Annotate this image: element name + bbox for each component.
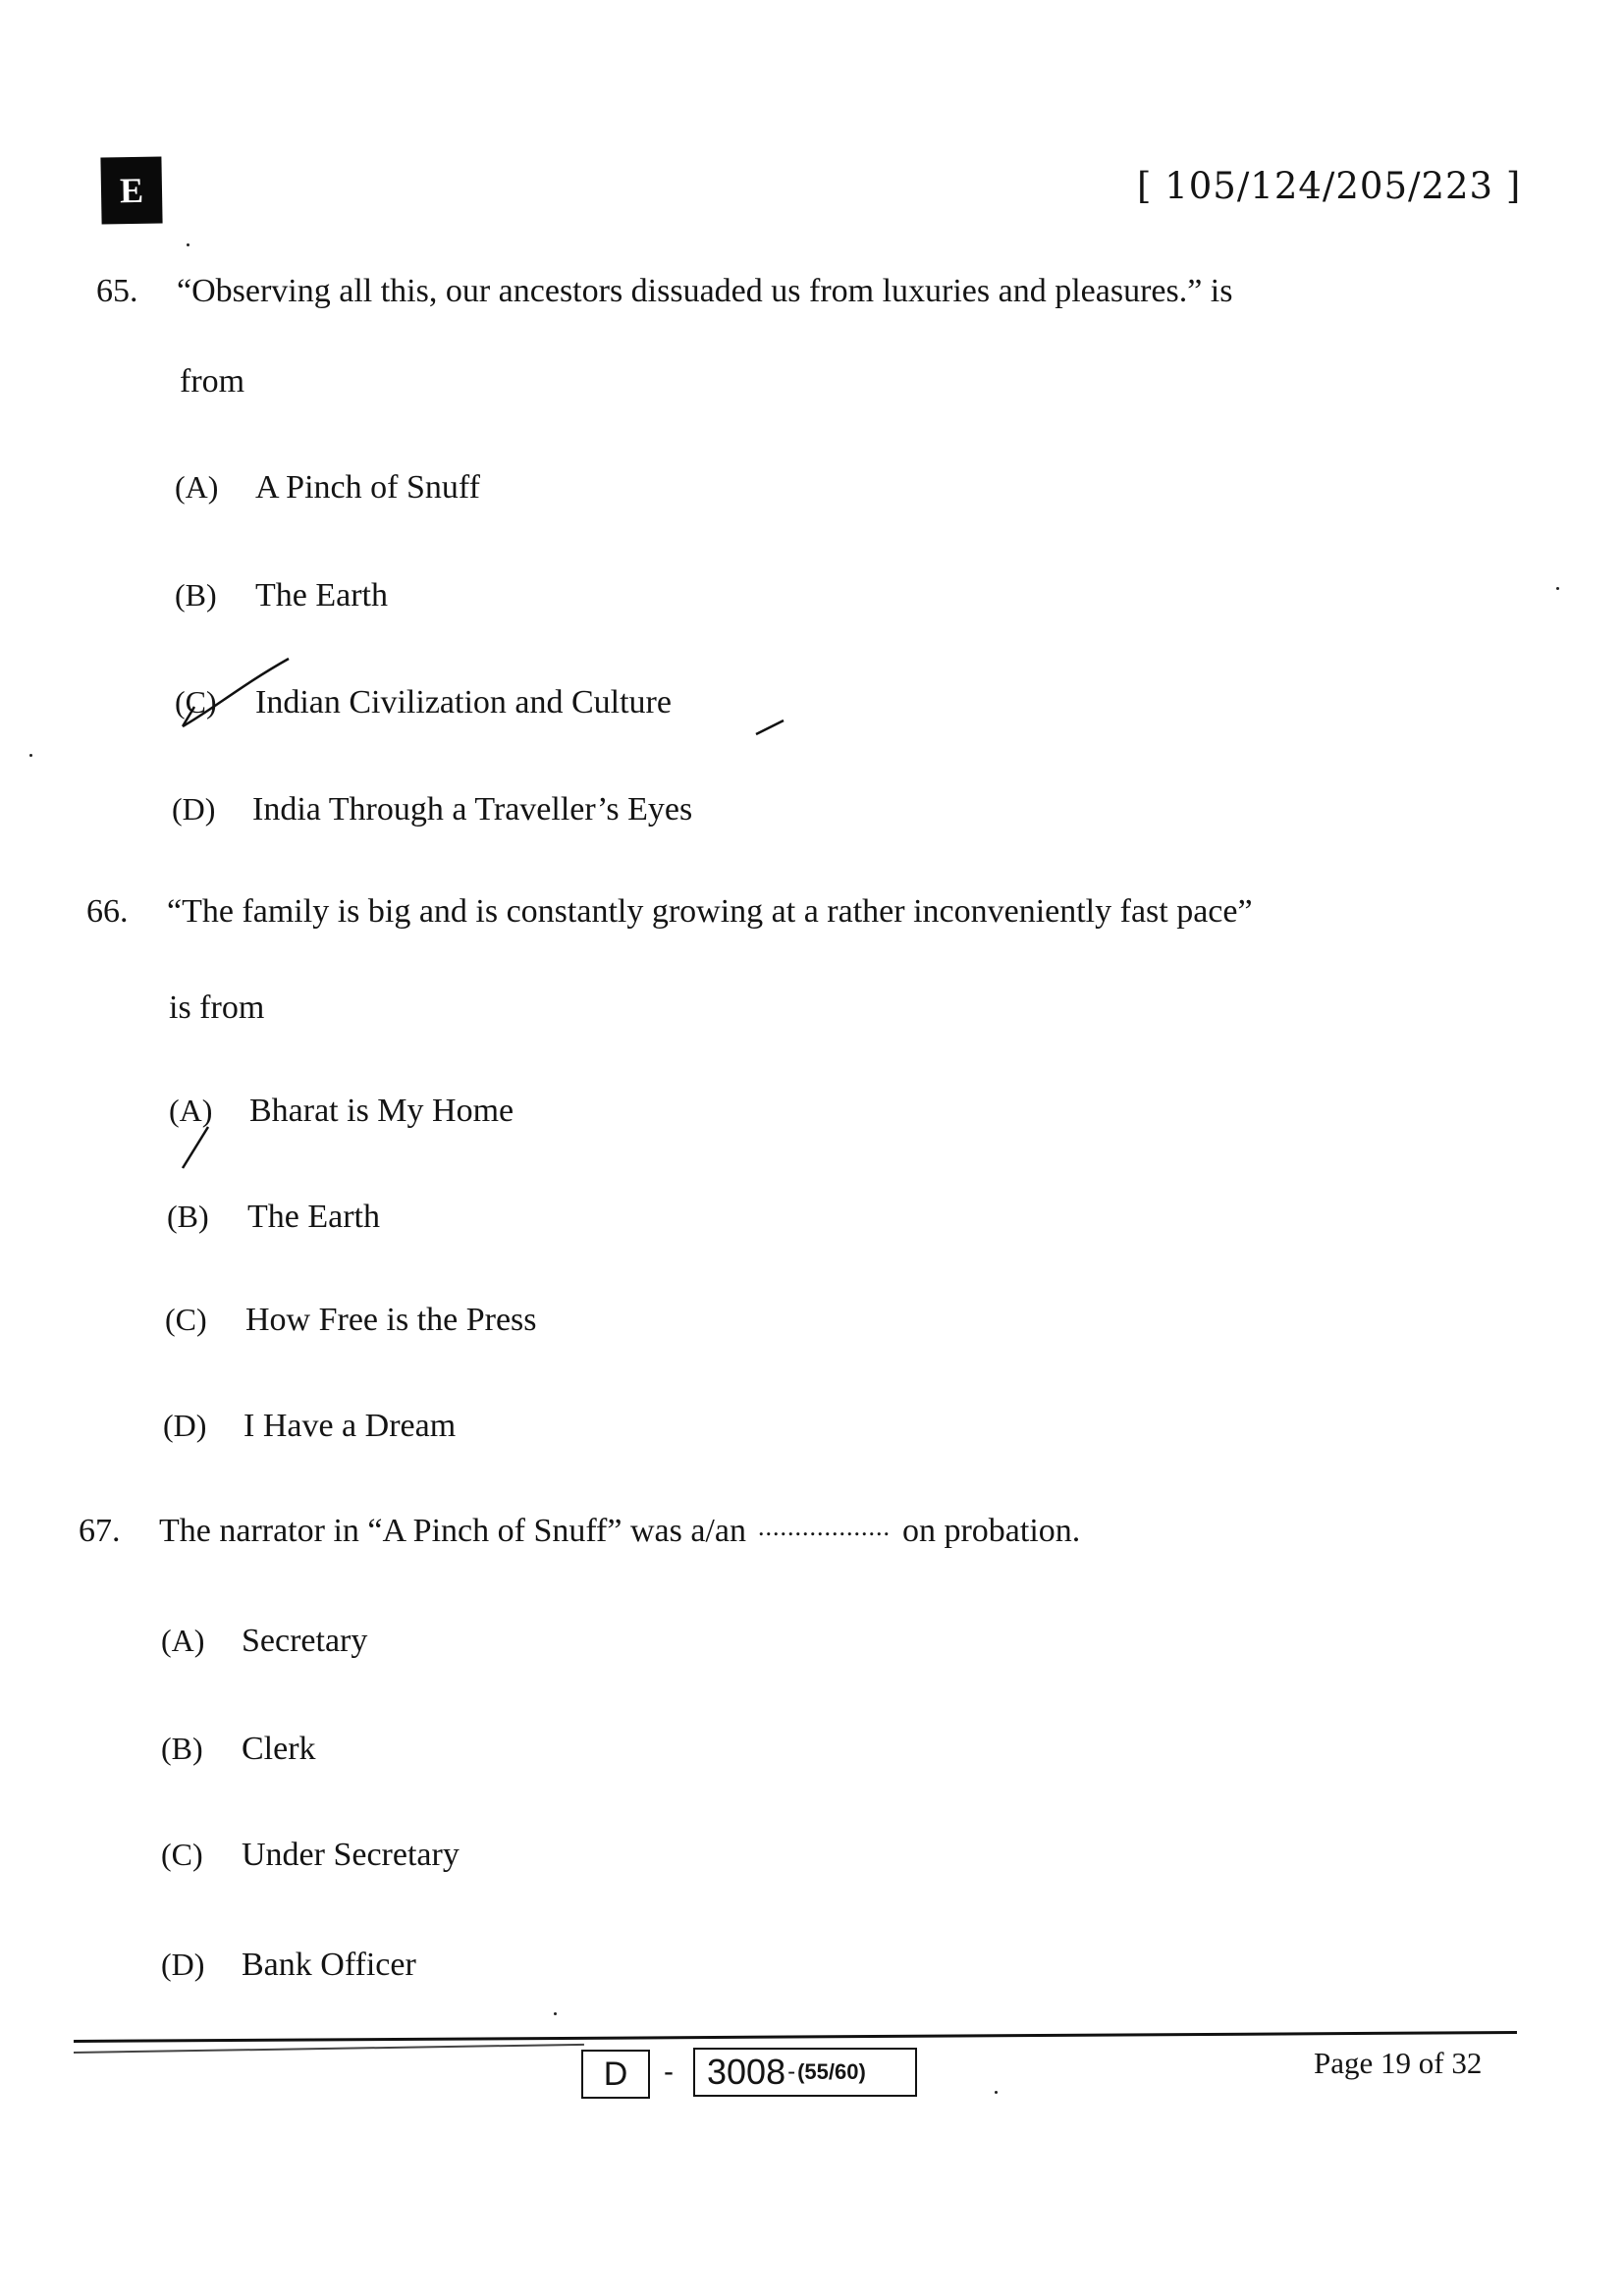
option-letter: (A) — [169, 1093, 213, 1128]
scan-speck — [554, 2012, 557, 2015]
option-65-d[interactable] — [172, 791, 692, 828]
option-text: Secretary — [242, 1623, 368, 1659]
tick-mark-icon — [173, 656, 300, 734]
option-letter: (D) — [161, 1947, 205, 1982]
option-67-b[interactable] — [161, 1731, 316, 1768]
question-text: The narrator in “A Pinch of Snuff” was a/an — [159, 1513, 746, 1549]
question-set-badge: E — [100, 156, 162, 224]
option-letter: (A) — [161, 1623, 205, 1658]
option-letter: (B) — [167, 1199, 209, 1234]
option-67-d[interactable] — [161, 1947, 416, 1984]
footer-rule-faint — [74, 2044, 584, 2054]
option-letter: (C) — [165, 1302, 207, 1337]
question-number: 65. — [96, 273, 138, 309]
booklet-code-box — [693, 2048, 917, 2097]
option-text: Bank Officer — [242, 1947, 416, 1983]
option-65-b[interactable] — [175, 577, 388, 614]
question-text: “The family is big and is constantly growing at a rather inconveniently fast pace” — [167, 893, 1253, 930]
question-text-end: on probation. — [901, 1513, 1081, 1549]
series-box: D — [581, 2050, 650, 2099]
answer-blank: .................. — [757, 1513, 891, 1541]
question-67 — [79, 1513, 1080, 1550]
option-66-c[interactable] — [165, 1302, 537, 1339]
option-text: India Through a Traveller’s Eyes — [252, 791, 693, 828]
option-letter: (B) — [161, 1731, 203, 1766]
option-text: The Earth — [247, 1199, 380, 1235]
footer-rule — [74, 2031, 1517, 2043]
option-letter: (C) — [175, 684, 217, 720]
option-text: Clerk — [242, 1731, 316, 1767]
option-letter: (A) — [175, 469, 219, 505]
option-letter: (B) — [175, 577, 217, 613]
question-text-continued: is from — [169, 989, 265, 1026]
question-text: “Observing all this, our ancestors dissuaded us from luxuries and pleasures.” is — [177, 273, 1233, 309]
option-text: The Earth — [255, 577, 388, 614]
booklet-code-separator: - — [787, 2058, 796, 2085]
option-letter: (D) — [163, 1408, 207, 1443]
option-text: Bharat is My Home — [249, 1093, 514, 1129]
option-text: Indian Civilization and Culture — [255, 684, 672, 721]
option-text: Under Secretary — [242, 1837, 460, 1873]
page-number: Page 19 of 32 — [1314, 2046, 1483, 2080]
option-67-c[interactable] — [161, 1837, 460, 1874]
scan-speck — [995, 2091, 998, 2094]
option-letter: (C) — [161, 1837, 203, 1872]
tick-mark-icon — [177, 1119, 226, 1173]
question-65 — [96, 273, 1232, 310]
question-number: 66. — [86, 893, 129, 930]
option-letter: (D) — [172, 791, 216, 827]
option-text: How Free is the Press — [245, 1302, 537, 1338]
booklet-code: 3008 — [707, 2052, 786, 2092]
option-66-b[interactable] — [167, 1199, 380, 1236]
option-65-a[interactable] — [175, 469, 480, 507]
footer-dash: - — [664, 2056, 674, 2088]
scan-speck — [187, 243, 189, 246]
option-67-a[interactable] — [161, 1623, 367, 1660]
paper-code: [ 105/124/205/223 ] — [1137, 165, 1522, 207]
scan-speck — [1556, 587, 1559, 590]
scan-speck — [29, 754, 32, 757]
pen-stroke-icon — [754, 717, 789, 738]
question-66 — [86, 893, 1253, 931]
option-66-d[interactable] — [163, 1408, 456, 1445]
question-number: 67. — [79, 1513, 121, 1549]
booklet-code-sub: (55/60) — [797, 2059, 866, 2084]
option-text: I Have a Dream — [244, 1408, 457, 1444]
option-text: A Pinch of Snuff — [255, 469, 480, 506]
question-text-continued: from — [180, 363, 245, 400]
